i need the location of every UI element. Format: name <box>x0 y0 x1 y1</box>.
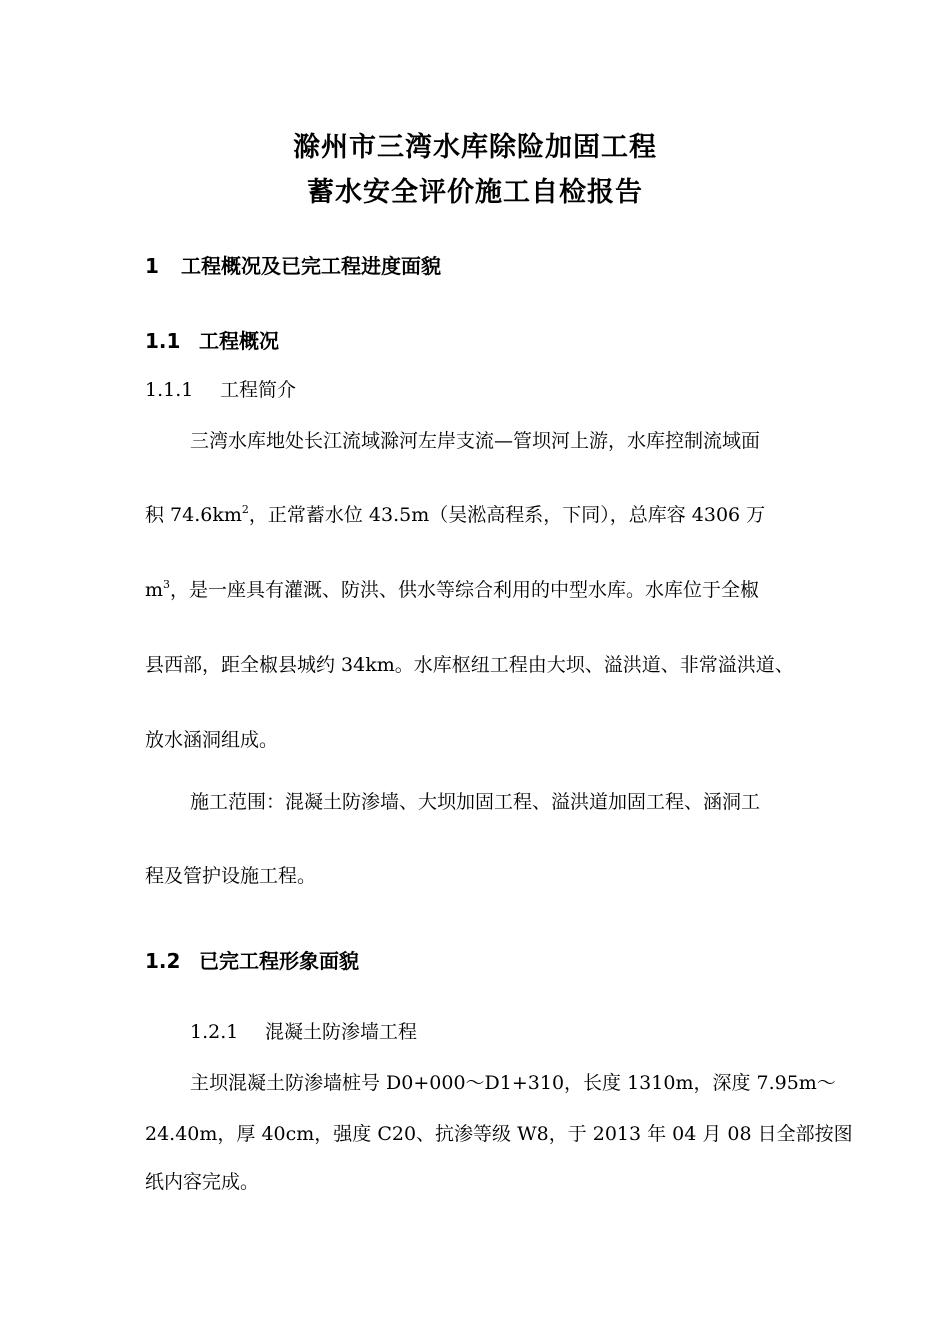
section-1-1-1-number: 1.1.1 <box>145 379 194 401</box>
paragraph-1-line-2-part-b: ，正常蓄水位 43.5m（吴淞高程系，下同），总库容 4306 万 <box>248 504 766 526</box>
section-1-2-1-heading <box>190 1018 417 1046</box>
paragraph-1-line-3-part-b: ，是一座具有灌溉、防洪、供水等综合利用的中型水库。水库位于全椒 <box>170 579 760 601</box>
section-1-title: 工程概况及已完工程进度面貌 <box>181 254 441 278</box>
section-1-2-heading <box>145 947 359 975</box>
superscript-2: 2 <box>241 503 249 516</box>
paragraph-1-line-2-part-a: 积 74.6km <box>145 504 242 526</box>
paragraph-1-line-5: 放水涵洞组成。 <box>145 729 279 751</box>
section-1-2-title: 已完工程形象面貌 <box>199 949 359 973</box>
paragraph-1-line-3-part-a: m <box>145 579 164 601</box>
section-1-2-1-number: 1.2.1 <box>190 1021 239 1043</box>
paragraph-3-line-2: 24.40m，厚 40cm，强度 C20、抗渗等级 W8，于 2013 年 04 月 08 日全部按图 <box>145 1123 853 1145</box>
paragraph-3-line-3: 纸内容完成。 <box>145 1171 260 1193</box>
section-1-heading <box>145 252 441 280</box>
document-title-line-2: 蓄水安全评价施工自检报告 <box>307 177 643 208</box>
document-title-line-1: 滁州市三湾水库除险加固工程 <box>293 132 657 163</box>
paragraph-2-line-2: 程及管护设施工程。 <box>145 865 317 887</box>
paragraph-1-line-1: 三湾水库地处长江流域滁河左岸支流—管坝河上游，水库控制流域面 <box>190 430 761 452</box>
section-1-1-heading <box>145 327 279 355</box>
section-1-2-number: 1.2 <box>145 949 181 973</box>
paragraph-2-line-1: 施工范围：混凝土防渗墙、大坝加固工程、溢洪道加固工程、涵洞工 <box>190 791 761 813</box>
section-1-1-1-heading <box>145 376 296 404</box>
paragraph-1-line-4: 县西部，距全椒县城约 34km。水库枢纽工程由大坝、溢洪道、非常溢洪道、 <box>145 654 794 676</box>
section-1-number: 1 <box>145 254 159 278</box>
superscript-3: 3 <box>163 578 171 591</box>
paragraph-3-line-1: 主坝混凝土防渗墙桩号 D0+000～D1+310，长度 1310m，深度 7.95m～ <box>190 1072 836 1094</box>
paragraph-1-line-3 <box>145 576 759 604</box>
section-1-1-number: 1.1 <box>145 329 181 353</box>
section-1-1-1-title: 工程简介 <box>220 379 297 401</box>
section-1-1-title: 工程概况 <box>199 329 279 353</box>
section-1-2-1-title: 混凝土防渗墙工程 <box>265 1021 418 1043</box>
paragraph-1-line-2 <box>145 501 765 529</box>
